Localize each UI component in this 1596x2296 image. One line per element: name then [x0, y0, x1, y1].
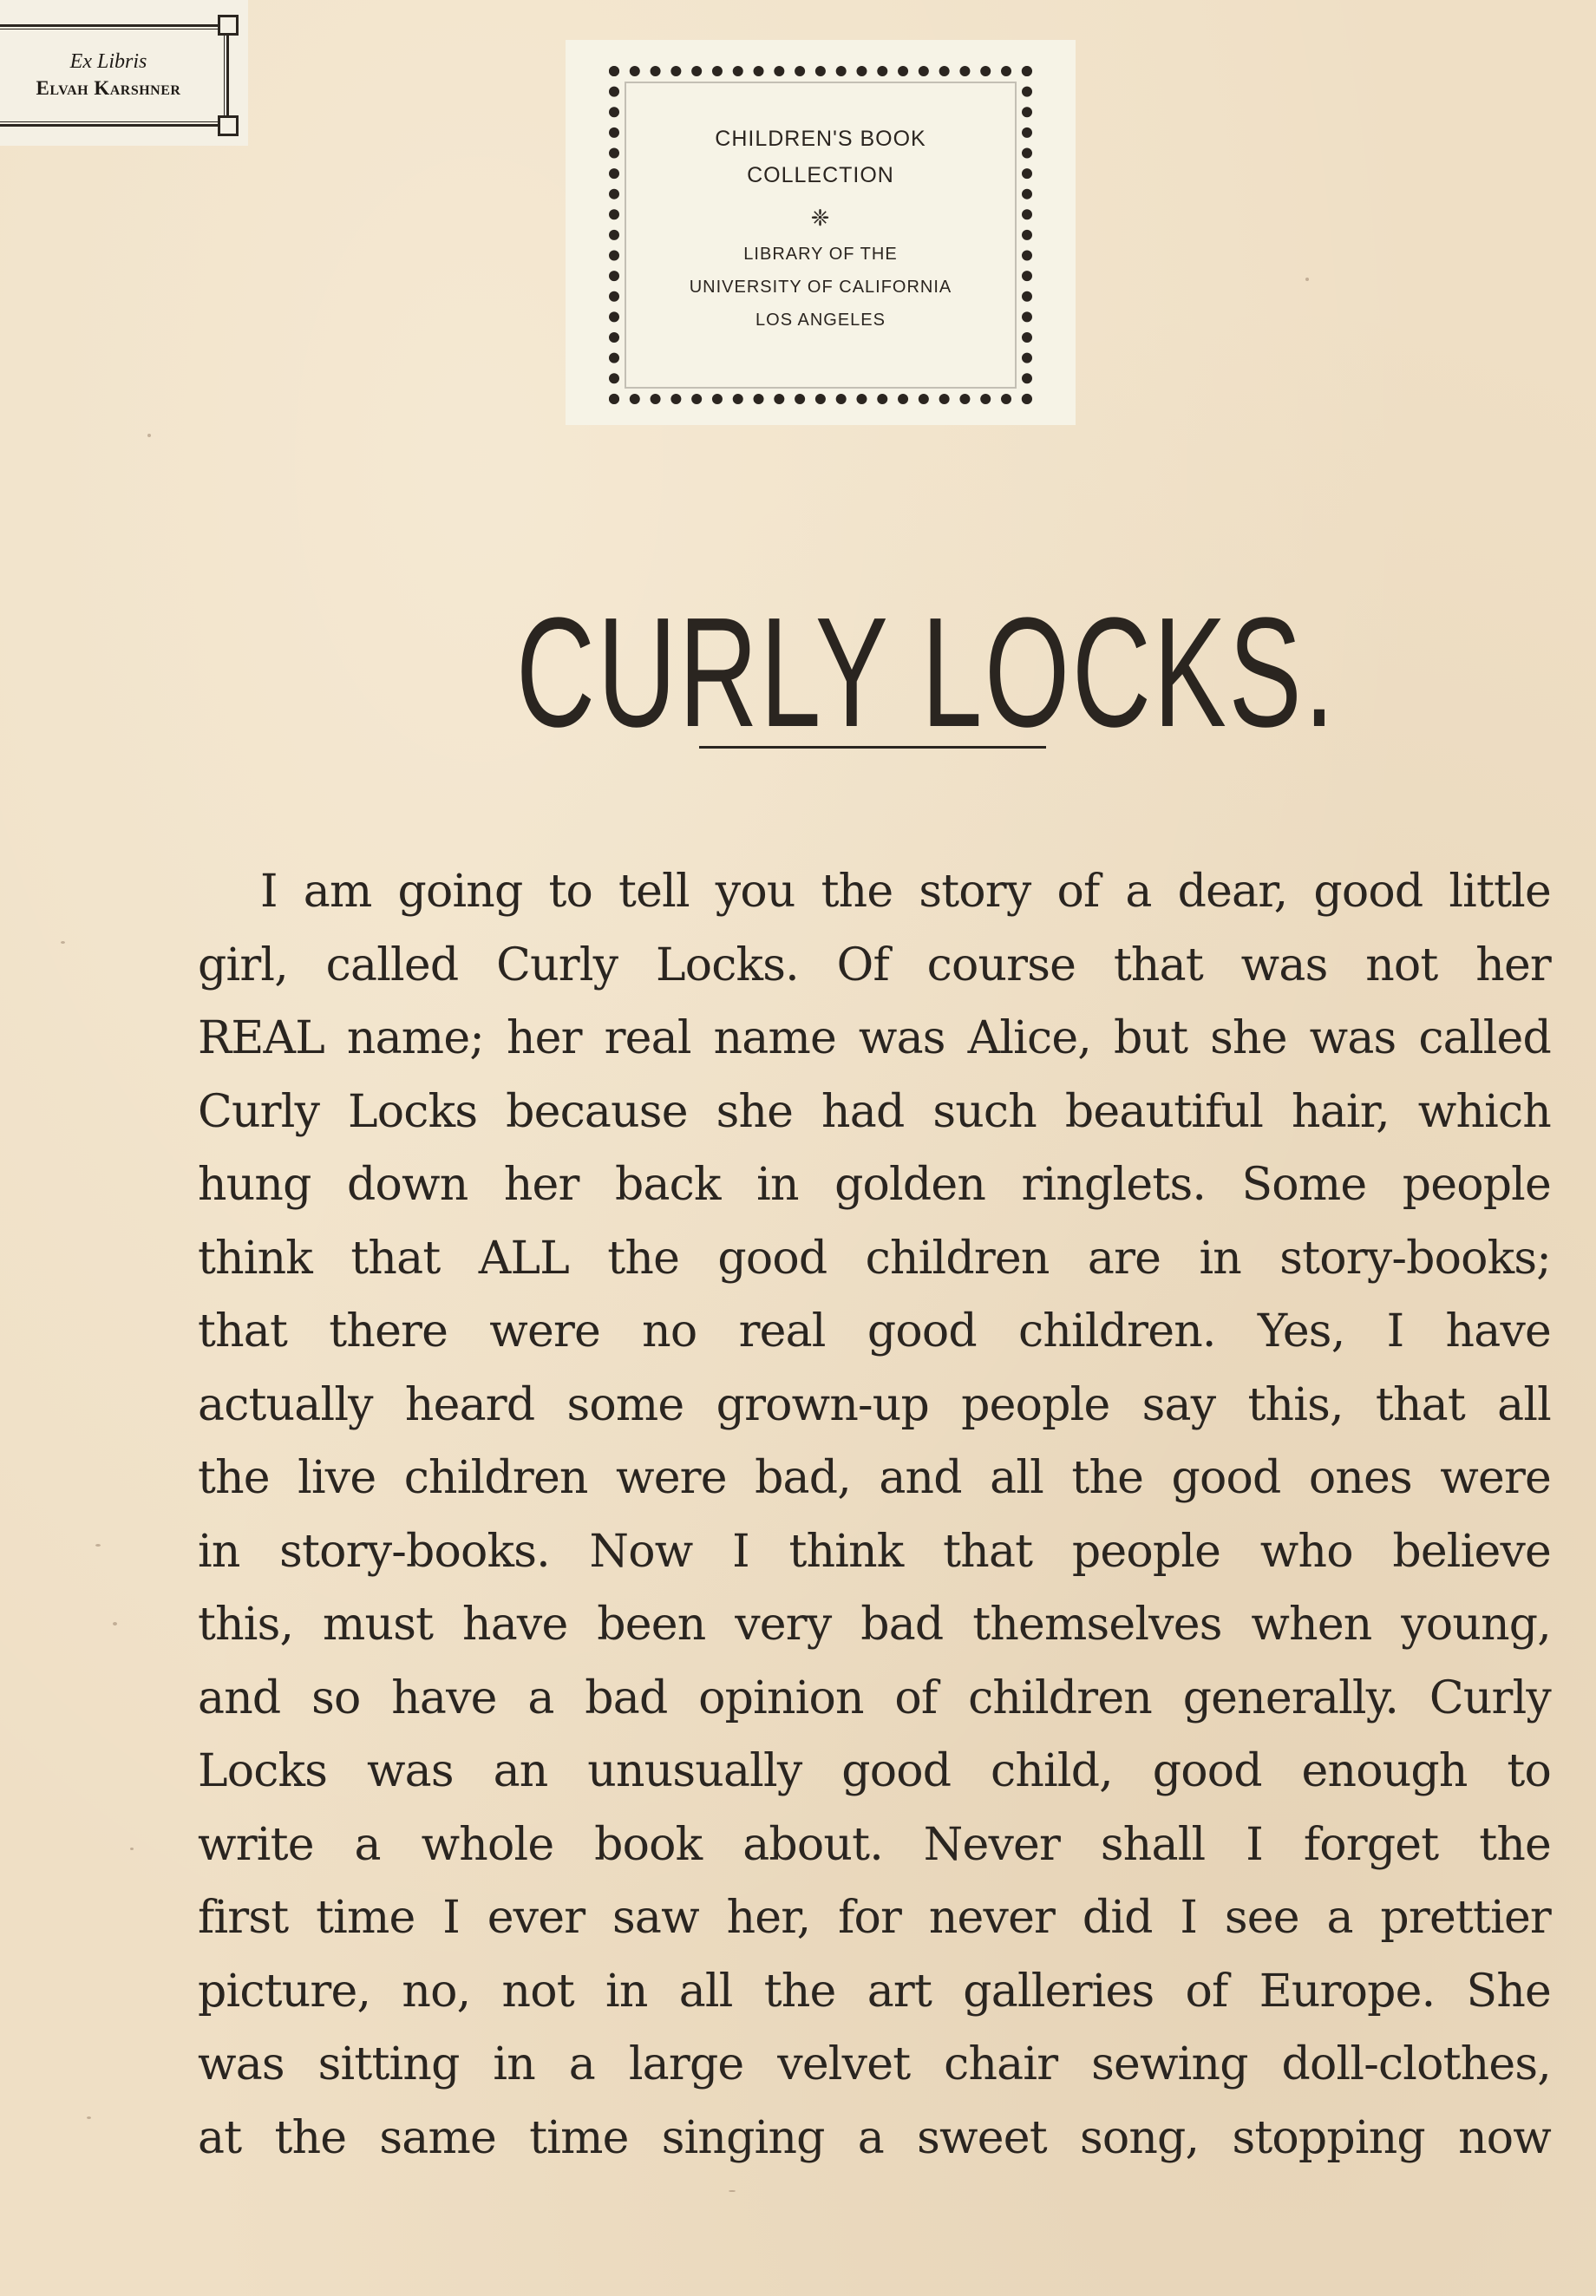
text-line: that there were no real good children. Yes, I have — [198, 1305, 1551, 1357]
text-line: first time I ever saw her, for never did I see a prettier — [198, 1892, 1551, 1944]
paper-speck — [61, 941, 65, 944]
bookplate-city-line: LOS ANGELES — [755, 311, 886, 330]
flower-ornament-icon: ❈ — [810, 205, 831, 231]
paper-speck — [113, 1622, 117, 1626]
page-title: CURLY LOCKS. — [516, 585, 1338, 760]
frame-corner-ornament — [218, 15, 239, 36]
text-line: I am going to tell you the story of a dear, good little — [260, 866, 1551, 918]
text-line: REAL name; her real name was Alice, but she was called — [198, 1012, 1551, 1064]
title-divider — [699, 746, 1046, 749]
text-line: this, must have been very bad themselves when young, — [198, 1599, 1551, 1651]
story-paragraph — [198, 855, 1551, 2175]
text-line: girl, called Curly Locks. Of course that was not her — [198, 939, 1551, 991]
text-line: and so have a bad opinion of children generally. Curly — [198, 1671, 1551, 1724]
frame-corner-ornament — [218, 115, 239, 136]
bookplate-university-line: UNIVERSITY OF CALIFORNIA — [689, 278, 952, 297]
bookplate-collection-subtitle: COLLECTION — [747, 163, 894, 187]
paper-speck — [729, 2190, 736, 2192]
text-line: was sitting in a large velvet chair sewing doll-clothes, — [198, 2038, 1551, 2090]
ex-libris-owner: Elvah Karshner — [36, 77, 181, 99]
paper-speck — [147, 434, 151, 437]
ex-libris-label: Ex Libris — [69, 50, 147, 73]
text-line: write a whole book about. Never shall I forget the — [198, 1818, 1551, 1871]
text-line: Curly Locks because she had such beautiful hair, which — [198, 1085, 1551, 1138]
text-line: think that ALL the good children are in story-books; — [198, 1232, 1551, 1285]
text-line: hung down her back in golden ringlets. Some people — [198, 1159, 1551, 1211]
text-line: at the same time singing a sweet song, stopping now — [198, 2111, 1551, 2164]
paper-speck — [95, 1544, 101, 1547]
ex-libris-bookplate — [0, 0, 248, 146]
ornamental-border — [609, 66, 1032, 404]
paper-speck — [1305, 278, 1309, 281]
paper-speck — [87, 2116, 91, 2119]
text-line: picture, no, not in all the art galleries of Europe. She — [198, 1965, 1551, 2018]
library-bookplate — [566, 40, 1076, 425]
text-line: Locks was an unusually good child, good enough to — [198, 1745, 1551, 1797]
text-line: actually heard some grown-up people say this, that all — [198, 1378, 1551, 1431]
bookplate-library-line: LIBRARY OF THE — [743, 245, 898, 264]
bookplate-collection-title: CHILDREN'S BOOK — [715, 127, 926, 151]
paper-speck — [130, 1848, 134, 1850]
ex-libris-text — [0, 49, 217, 102]
text-line: in story-books. Now I think that people who believe — [198, 1525, 1551, 1578]
text-line: the live children were bad, and all the good ones were — [198, 1452, 1551, 1504]
